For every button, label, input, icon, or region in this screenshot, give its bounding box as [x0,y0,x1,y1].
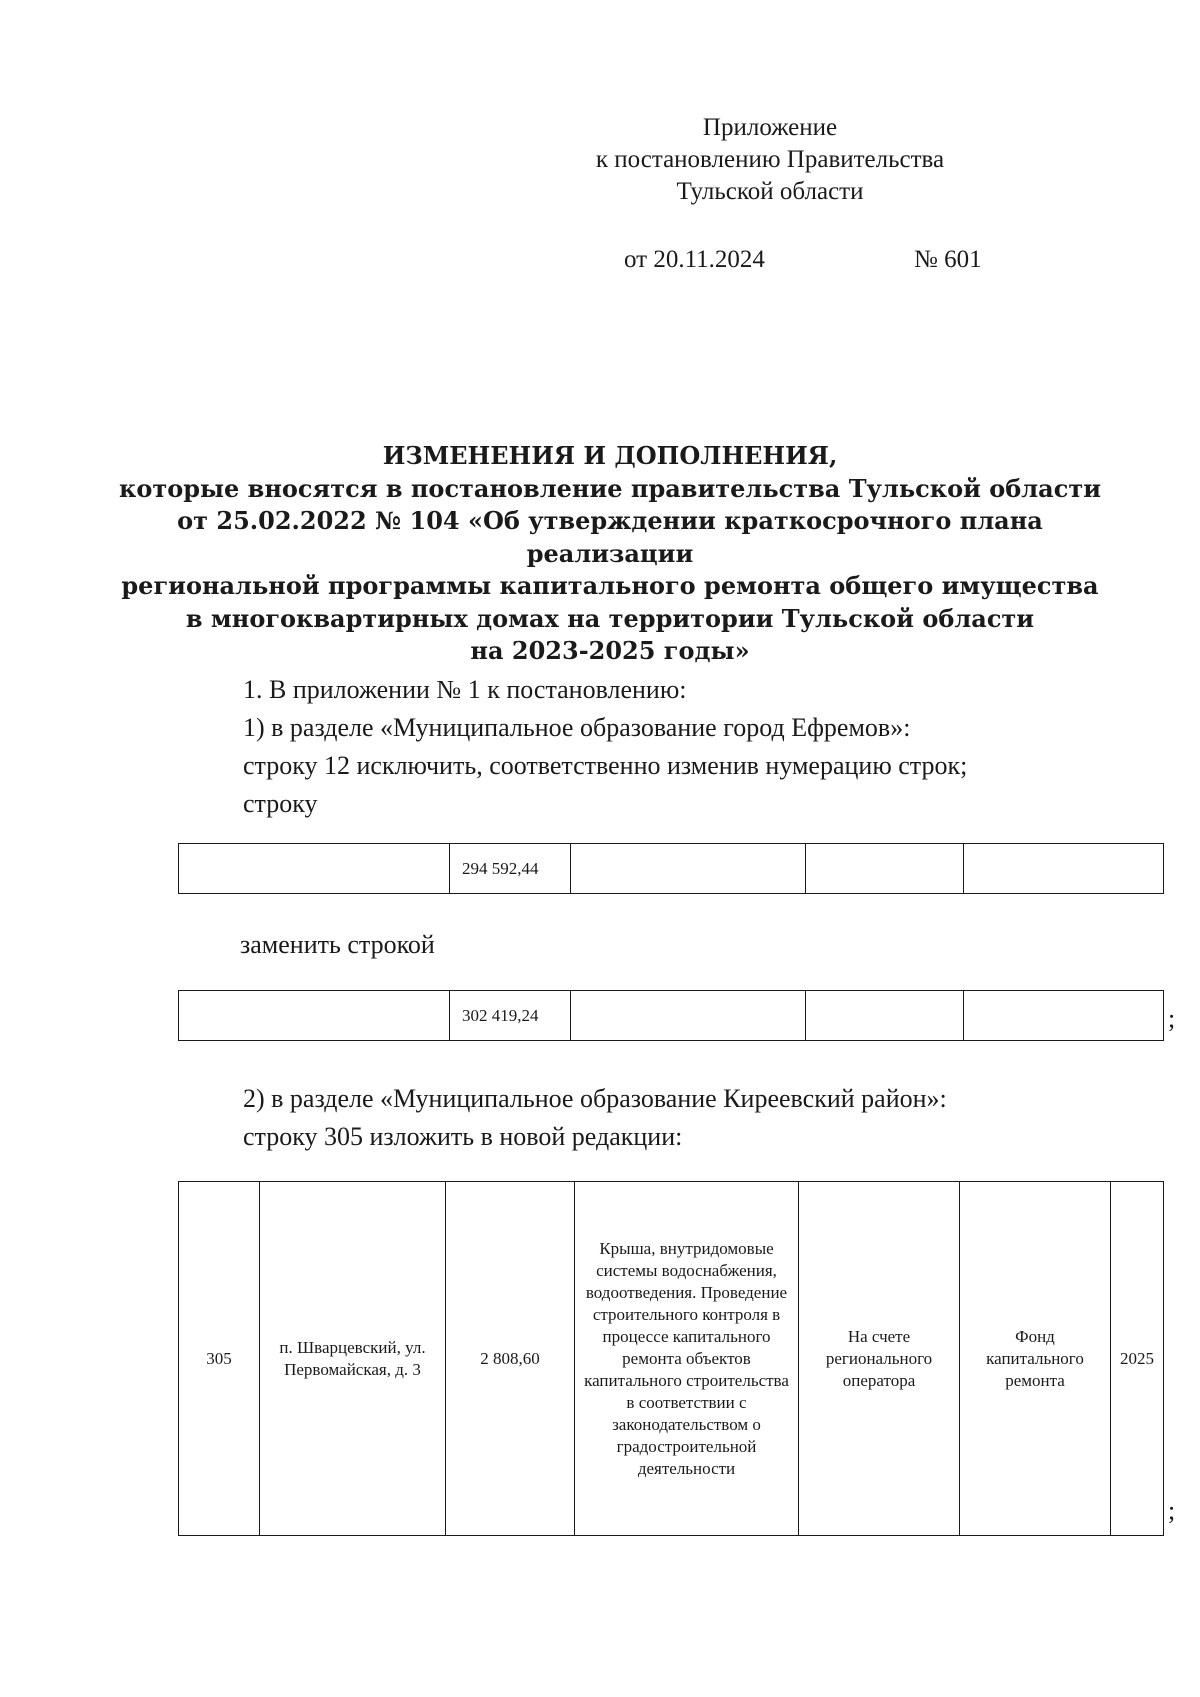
works-cell: Крыша, внутридомовые системы водоснабжения, водоотведения. Проведение строительного контроля в процессе капитального ремонта объектов капитального строительства в соответствии с законодательством о градостроительной деятельности [575,1182,799,1536]
header-line-appendix: Приложение [702,114,838,141]
table-cell [571,844,806,894]
paragraph-5: 2) в разделе «Муниципальное образование Киреевский район»: [243,1084,947,1113]
table-row [179,1182,1164,1536]
title-line: региональной программы капитального ремонта общего имущества [121,571,1099,600]
title-line: которые вносятся в постановление правительства Тульской области [118,473,1102,503]
area-cell: 2 808,60 [446,1182,575,1536]
account-cell: На счете регионального оператора [799,1182,960,1536]
semicolon: ; [1168,1496,1176,1525]
paragraph-4: строку [243,789,318,818]
new-amount-cell: 302 419,24 [450,991,571,1041]
year-cell: 2025 [1111,1182,1164,1536]
address-cell: п. Шварцевский, ул. Первомайская, д. 3 [260,1182,446,1536]
paragraph-2: 1) в разделе «Муниципальное образование город Ефремов»: [243,713,911,742]
table-cell [179,844,450,894]
table-cell [571,991,806,1041]
table-cell [806,991,964,1041]
old-row-table [178,843,1164,894]
header-line-region: Тульской области [676,178,864,205]
table-cell [179,991,450,1041]
table-cell [964,991,1164,1041]
title-line: на 2023-2025 годы» [470,636,750,665]
title-line: ИЗМЕНЕНИЯ И ДОПОЛНЕНИЯ, [382,441,838,470]
title-line: в многоквартирных домах на территории Тульской области [185,603,1035,633]
title-line: от 25.02.2022 № 104 «Об утверждении краткосрочного плана реализации [177,506,1043,568]
table-cell [964,844,1164,894]
paragraph-1: 1. В приложении № 1 к постановлению: [243,675,687,704]
new-row-table [178,990,1164,1041]
document-header [570,112,970,208]
table-cell [806,844,964,894]
document-title [110,440,1110,668]
paragraph-3: строку 12 исключить, соответственно изменив нумерацию строк; [243,751,968,780]
header-line-resolution: к постановлению Правительства [595,146,945,173]
row-number-cell: 305 [179,1182,260,1536]
document-number: № 601 [914,246,982,273]
row-305-table [178,1181,1164,1536]
replace-label: заменить строкой [240,930,435,959]
paragraph-6: строку 305 изложить в новой редакции: [243,1122,683,1151]
table-row [179,844,1164,894]
table-row [179,991,1164,1041]
document-date: от 20.11.2024 [624,246,765,273]
semicolon: ; [1168,1004,1176,1033]
fund-cell: Фонд капитального ремонта [960,1182,1111,1536]
old-amount-cell: 294 592,44 [450,844,571,894]
